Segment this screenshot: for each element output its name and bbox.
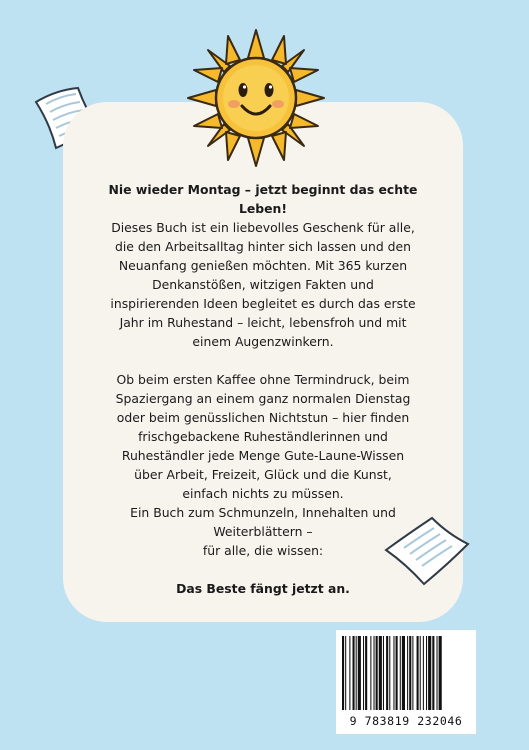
barcode-bar <box>420 636 421 710</box>
flying-paper-icon <box>378 510 474 590</box>
barcode-bar <box>417 636 419 710</box>
barcode-bars <box>342 636 470 710</box>
barcode-bar <box>389 636 390 710</box>
barcode-bar <box>423 636 424 710</box>
barcode-bar <box>412 636 413 710</box>
barcode-bar <box>345 636 346 710</box>
headline: Nie wieder Montag – jetzt beginnt das echte Leben! <box>108 182 418 216</box>
barcode-bar <box>428 636 431 710</box>
barcode-bar <box>432 636 434 710</box>
barcode-bar <box>358 636 361 710</box>
closing-line: Das Beste fängt jetzt an. <box>176 581 350 596</box>
barcode-bar <box>370 636 371 710</box>
barcode-bar <box>379 636 382 710</box>
smiling-sun-icon <box>186 28 326 168</box>
barcode-bar <box>356 636 357 710</box>
barcode-bar <box>376 636 378 710</box>
barcode-bar <box>402 636 405 710</box>
barcode-bar <box>400 636 401 710</box>
barcode-bar <box>407 636 408 710</box>
barcode-bar <box>426 636 427 710</box>
barcode-bar <box>439 636 442 710</box>
barcode-bar <box>363 636 364 710</box>
barcode-bar <box>353 636 355 710</box>
isbn-number: 9 783819 232046 <box>349 714 463 728</box>
barcode-bar <box>342 636 344 710</box>
barcode-bar <box>349 636 350 710</box>
paragraph-intro: Dieses Buch ist ein liebevolles Geschenk für alle, die den Arbeitsalltag hinter sich lassen und den Neuanfang genießen möchten. Mit 365 kurzen Denkanstößen, witzigen Fakten und inspirierenden Ideen begleitet es durch das erste Jahr im Ruhestand – leicht, lebensfroh und mit einem Augenzwinkern. <box>110 220 416 349</box>
barcode <box>336 630 476 734</box>
barcode-bar <box>437 636 438 710</box>
paragraph-details: Ob beim ersten Kaffee ohne Termindruck, beim Spaziergang an einem ganz normalen Dienstag oder beim genüsslichen Nichtstun – hier finden frischgebackene Ruheständlerinnen und Ruheständler jede Menge Gute-Laune-Wissen über Arbeit, Freizeit, Glück und die Kunst, einfach nichts zu müssen. Ein Buch zum Schmunzeln, Innehalten und Weiterblättern – für alle, die wissen: <box>115 372 411 558</box>
barcode-bar <box>383 636 384 710</box>
barcode-bar <box>374 636 375 710</box>
barcode-bar <box>386 636 388 710</box>
barcode-bar <box>396 636 398 710</box>
barcode-bar <box>365 636 367 710</box>
barcode-bar <box>409 636 411 710</box>
barcode-bar <box>393 636 394 710</box>
